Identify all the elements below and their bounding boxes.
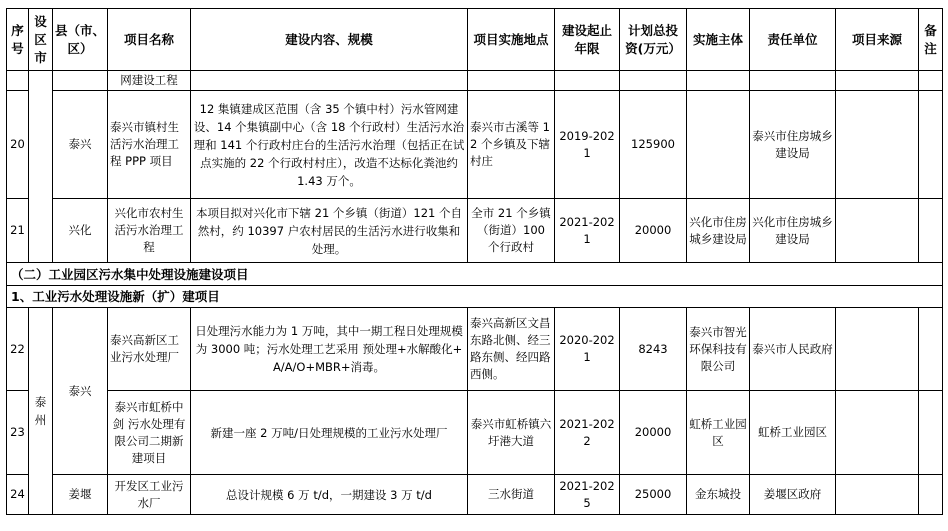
row-responsible: 姜堰区政府 [750, 475, 836, 515]
row-name: 兴化市农村生活污水治理工程 [108, 199, 191, 263]
row-county: 兴化 [53, 199, 108, 263]
row-period: 2019-2021 [555, 91, 620, 199]
row-responsible: 虹桥工业园区 [750, 391, 836, 475]
row-period: 2021-2021 [555, 199, 620, 263]
district-cell-top [29, 71, 53, 263]
row-investment: 125900 [620, 91, 687, 199]
table-row [7, 475, 943, 515]
header-note: 备注 [919, 9, 943, 71]
row-content: 新建一座 2 万吨/日处理规模的工业污水处理厂 [191, 391, 468, 475]
continued-name: 网建设工程 [108, 71, 191, 91]
header-location: 项目实施地点 [468, 9, 555, 71]
row-county: 姜堰 [53, 475, 108, 515]
row-seq: 24 [7, 475, 29, 515]
header-county: 县（市、区） [53, 9, 108, 71]
row-responsible: 兴化市住房城乡建设局 [750, 199, 836, 263]
section-row [7, 286, 943, 308]
header-seq: 序号 [7, 9, 29, 71]
district-cell: 泰州 [29, 308, 53, 515]
row-investment: 8243 [620, 308, 687, 391]
row-location: 泰兴高新区文昌东路北侧、经三路东侧、经四路西侧。 [468, 308, 555, 391]
header-district: 设区市 [29, 9, 53, 71]
row-entity: 金东城投 [687, 475, 750, 515]
header-responsible: 责任单位 [750, 9, 836, 71]
row-responsible: 泰兴市人民政府 [750, 308, 836, 391]
header-investment: 计划总投资(万元） [620, 9, 687, 71]
row-entity: 虹桥工业园区 [687, 391, 750, 475]
row-investment: 20000 [620, 199, 687, 263]
header-entity: 实施主体 [687, 9, 750, 71]
row-entity: 泰兴市智光环保科技有限公司 [687, 308, 750, 391]
row-location: 泰兴市虹桥镇六圩港大道 [468, 391, 555, 475]
section-row [7, 263, 943, 286]
row-location: 全市 21 个乡镇（街道）100 个行政村 [468, 199, 555, 263]
row-content: 12 集镇建成区范围（含 35 个镇中村）污水管网建设、14 个集镇副中心（含 18 个行政村）生活污水治理和 141 个行政村庄台的生活污水治理（包括正在试点实施的 22 个行政村村庄），改造不达标化粪池约 1.43 万个。 [191, 91, 468, 199]
row-content: 本项目拟对兴化市下辖 21 个乡镇（街道）121 个自然村，约 10397 户农村居民的生活污水进行收集和处理。 [191, 199, 468, 263]
row-entity: 兴化市住房城乡建设局 [687, 199, 750, 263]
continued-row [7, 71, 943, 91]
project-table [6, 8, 943, 515]
section-title: （二）工业园区污水集中处理设施建设项目 [7, 263, 943, 286]
row-name: 开发区工业污水厂 [108, 475, 191, 515]
header-period: 建设起止年限 [555, 9, 620, 71]
section-subtitle: 1、工业污水处理设施新（扩）建项目 [7, 286, 943, 308]
row-name: 泰兴市虹桥中剑 污水处理有限公司二期新建项目 [108, 391, 191, 475]
row-responsible: 泰兴市住房城乡建设局 [750, 91, 836, 199]
row-investment: 20000 [620, 391, 687, 475]
header-content: 建设内容、规模 [191, 9, 468, 71]
table-row [7, 308, 943, 391]
row-seq: 21 [7, 199, 29, 263]
row-period: 2021-2022 [555, 391, 620, 475]
header-name: 项目名称 [108, 9, 191, 71]
row-county: 泰兴 [53, 91, 108, 199]
row-name: 泰兴高新区工业污水处理厂 [108, 308, 191, 391]
row-investment: 25000 [620, 475, 687, 515]
row-seq: 22 [7, 308, 29, 391]
header-source: 项目来源 [836, 9, 919, 71]
table-row [7, 391, 943, 475]
row-location: 泰兴市古溪等 12 个乡镇及下辖村庄 [468, 91, 555, 199]
row-period: 2020-2021 [555, 308, 620, 391]
row-seq: 20 [7, 91, 29, 199]
row-name: 泰兴市镇村生活污水治理工程 PPP 项目 [108, 91, 191, 199]
row-location: 三水街道 [468, 475, 555, 515]
row-period: 2021-2025 [555, 475, 620, 515]
row-entity [687, 91, 750, 199]
header-row [7, 9, 943, 71]
row-content: 总设计规模 6 万 t/d，一期建设 3 万 t/d [191, 475, 468, 515]
table-row [7, 199, 943, 263]
row-county: 泰兴 [53, 308, 108, 475]
row-content: 日处理污水能力为 1 万吨，其中一期工程日处理规模为 3000 吨；污水处理工艺采用 预处理+水解酸化+A/A/O+MBR+消毒。 [191, 308, 468, 391]
table-row [7, 91, 943, 199]
row-seq: 23 [7, 391, 29, 475]
